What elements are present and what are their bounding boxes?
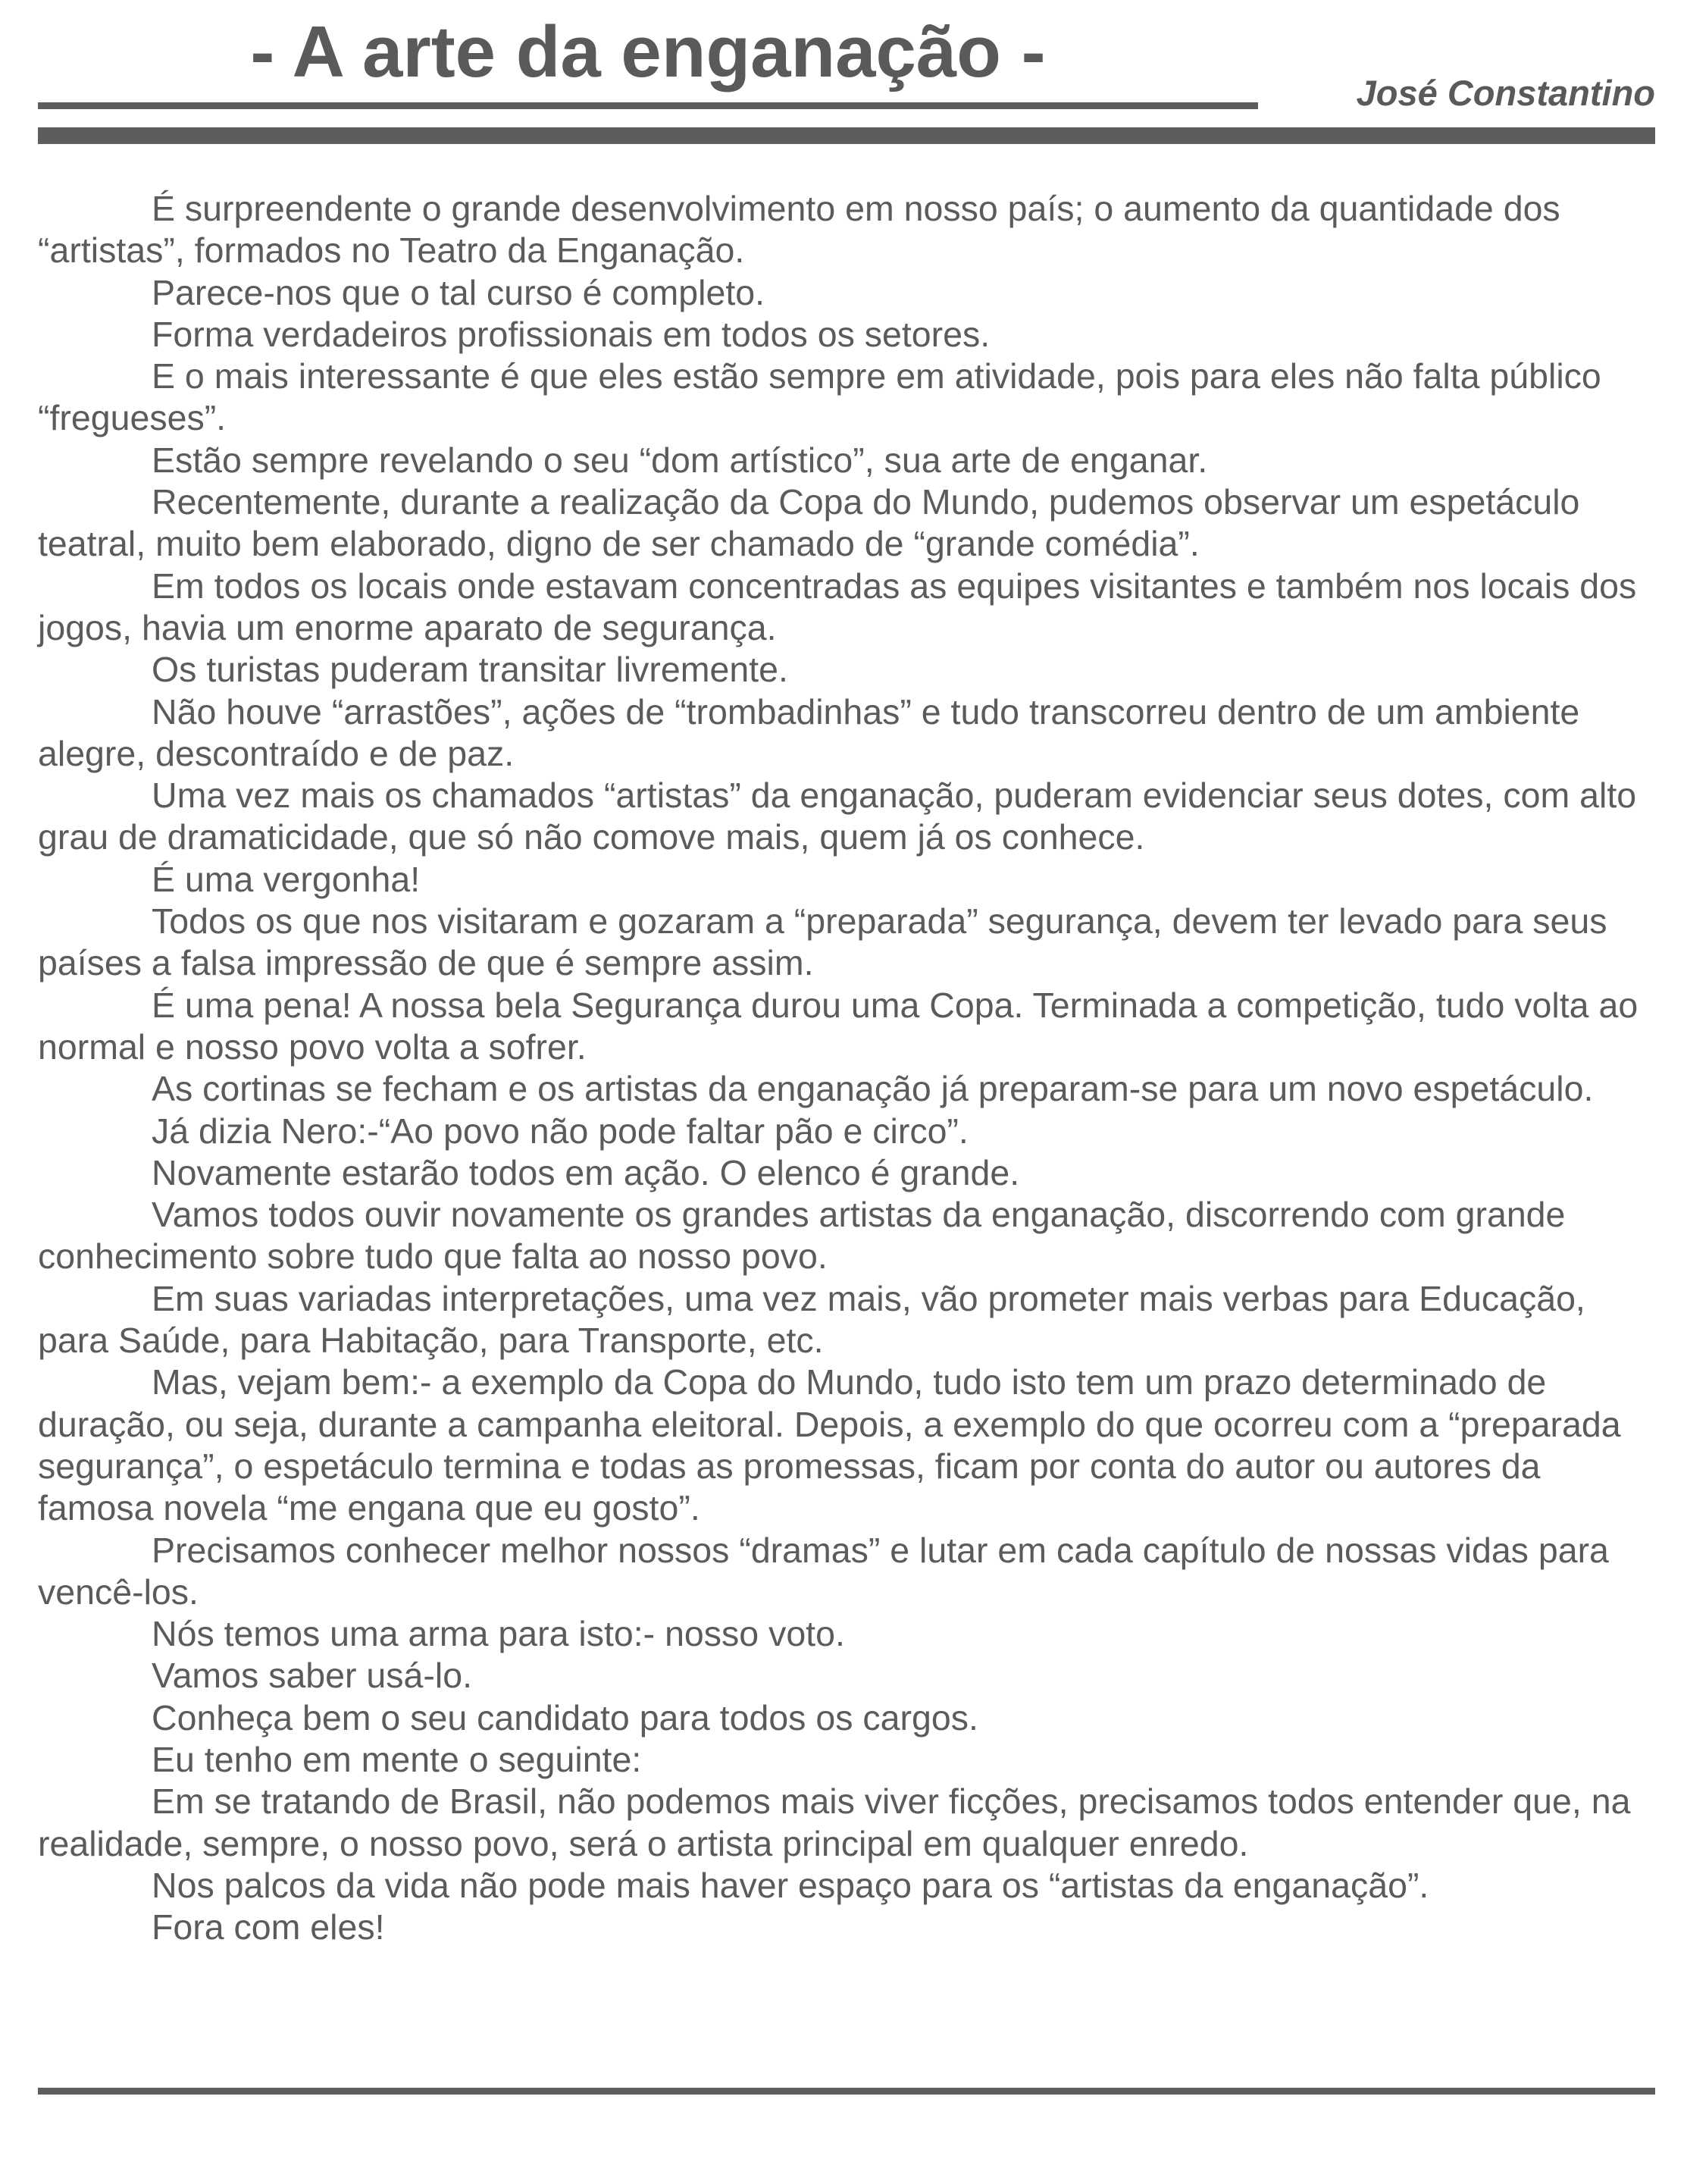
paragraph: Fora com eles! <box>152 1907 385 1947</box>
paragraph: É uma pena! A nossa bela Segurança durou uma Copa. Terminada a competição, tudo volta ao normal e nosso povo volta a sofrer. <box>38 985 1638 1067</box>
paragraph: Não houve “arrastões”, ações de “trombadinhas” e tudo transcorreu dentro de um ambiente alegre, descontraído e de paz. <box>38 691 1580 773</box>
paragraph: Conheça bem o seu candidato para todos os cargos. <box>152 1697 978 1737</box>
paragraph: Vamos todos ouvir novamente os grandes artistas da enganação, discorrendo com grande conhecimento sobre tudo que falta ao nosso povo. <box>38 1195 1566 1277</box>
paragraph: As cortinas se fecham e os artistas da enganação já preparam-se para um novo espetáculo. <box>152 1069 1594 1109</box>
paragraph: Estão sempre revelando o seu “dom artístico”, sua arte de enganar. <box>152 440 1208 480</box>
paragraph: Em se tratando de Brasil, não podemos mais viver ficções, precisamos todos entender que, na realidade, sempre, o nosso povo, será o artista principal em qualquer enredo. <box>38 1781 1631 1863</box>
paragraph: E o mais interessante é que eles estão sempre em atividade, pois para eles não falta público “fregueses”. <box>38 356 1601 438</box>
paragraph: Mas, vejam bem:- a exemplo da Copa do Mundo, tudo isto tem um prazo determinado de duração, ou seja, durante a campanha eleitoral. Depois, a exemplo do que ocorreu com a “preparada segurança”, o espetáculo termina e todas as promessas, ficam por conta do autor ou autores da famosa novela “me engana que eu gosto”. <box>38 1362 1621 1528</box>
paragraph: Uma vez mais os chamados “artistas” da enganação, puderam evidenciar seus dotes, com alto grau de dramaticidade, que só não comove mais, quem já os conhece. <box>38 776 1637 857</box>
paragraph: Parece-nos que o tal curso é completo. <box>152 272 765 312</box>
paragraph: Novamente estarão todos em ação. O elenco é grande. <box>152 1152 1020 1192</box>
paragraph: Nos palcos da vida não pode mais haver espaço para os “artistas da enganação”. <box>152 1865 1429 1905</box>
paragraph: Em suas variadas interpretações, uma vez mais, vão prometer mais verbas para Educação, para Saúde, para Habitação, para Transporte, etc. <box>38 1278 1585 1361</box>
header-divider <box>38 127 1655 144</box>
paragraph: Recentemente, durante a realização da Copa do Mundo, pudemos observar um espetáculo teatral, muito bem elaborado, digno de ser chamado de “grande comédia”. <box>38 482 1580 564</box>
paragraph: Nós temos uma arma para isto:- nosso voto. <box>152 1614 845 1654</box>
paragraph: Os turistas puderam transitar livremente. <box>152 650 788 690</box>
paragraph: É surpreendente o grande desenvolvimento em nosso país; o aumento da quantidade dos “artistas”, formados no Teatro da Enganação. <box>38 189 1560 271</box>
paragraph: É uma vergonha! <box>152 859 421 899</box>
author-name: José Constantino <box>1356 73 1655 113</box>
paragraph: Precisamos conhecer melhor nossos “dramas” e lutar em cada capítulo de nossas vidas para vencê-los. <box>38 1530 1609 1612</box>
article-body <box>38 188 1655 1948</box>
paragraph: Em todos os locais onde estavam concentradas as equipes visitantes e também nos locais dos jogos, havia um enorme aparato de segurança. <box>38 566 1637 647</box>
paragraph: Todos os que nos visitaram e gozaram a “preparada” segurança, devem ter levado para seus países a falsa impressão de que é sempre assim. <box>38 901 1607 983</box>
paragraph: Eu tenho em mente o seguinte: <box>152 1739 642 1779</box>
paragraph: Forma verdadeiros profissionais em todos os setores. <box>152 314 991 354</box>
article-title: - A arte da enganação - <box>250 11 1046 92</box>
paragraph: Vamos saber usá-lo. <box>152 1656 472 1696</box>
footer-divider <box>38 2088 1655 2095</box>
title-underline <box>38 102 1258 109</box>
paragraph: Já dizia Nero:-“Ao povo não pode faltar pão e circo”. <box>152 1111 969 1151</box>
